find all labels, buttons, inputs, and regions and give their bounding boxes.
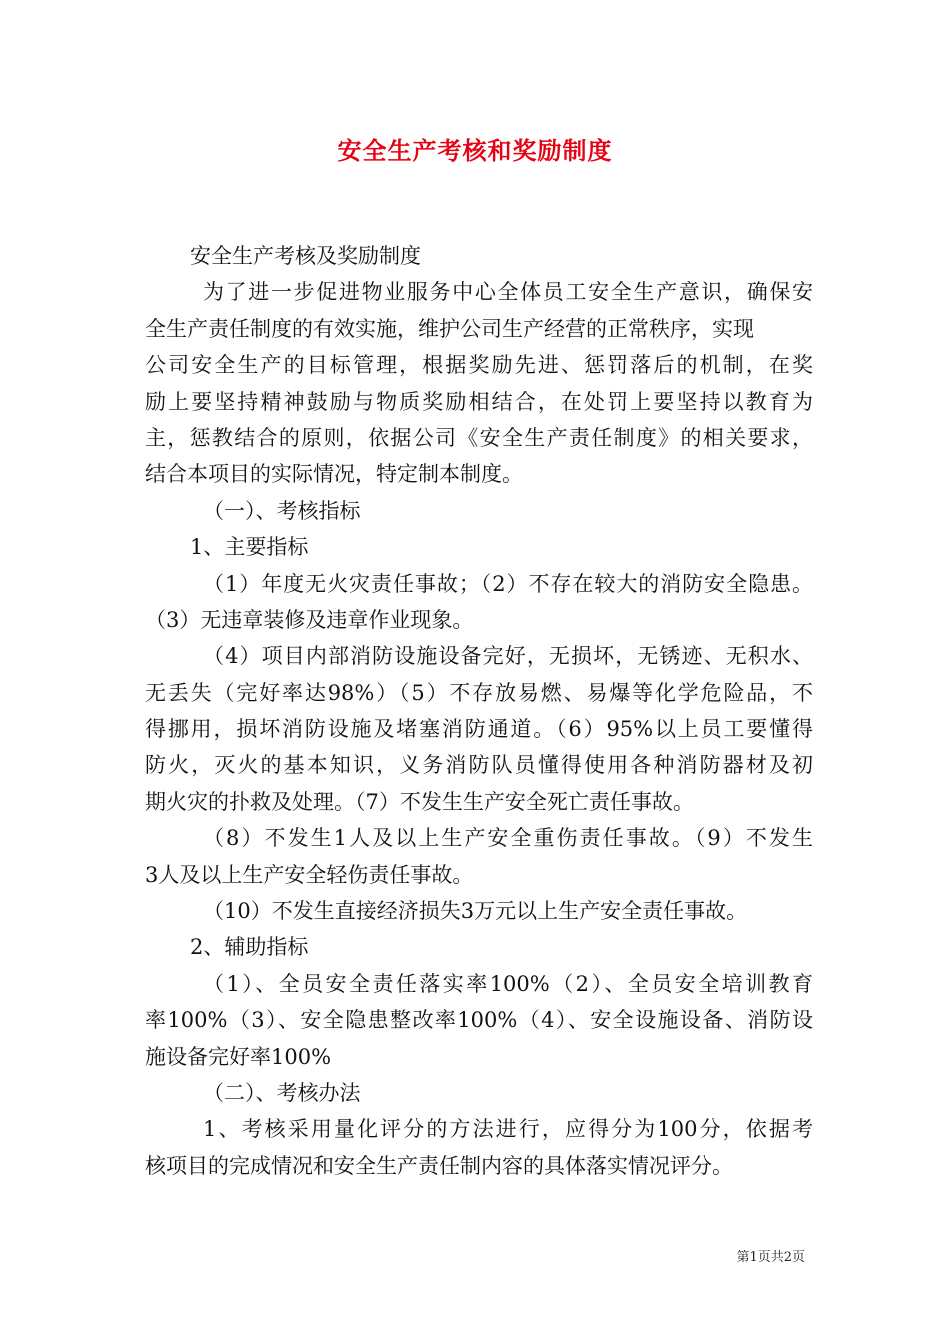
paragraph-line: 公司安全生产的目标管理，根据奖励先进、惩罚落后的机制，在奖 xyxy=(145,353,813,378)
page-number: 第1页共2页 xyxy=(736,1250,805,1265)
paragraph-line: 施设备完好率100% xyxy=(145,1044,332,1069)
paragraph-line: （3）无违章装修及违章作业现象。 xyxy=(145,607,474,632)
paragraph-line: 1、主要指标 xyxy=(190,535,309,560)
paragraph-line: 无丢失（完好率达98%）（5）不存放易燃、易爆等化学危险品，不 xyxy=(145,680,813,705)
paragraph-line: 安全生产考核及奖励制度 xyxy=(190,244,421,268)
paragraph-line: 主，惩教结合的原则，依据公司《安全生产责任制度》的相关要求， xyxy=(145,425,813,450)
paragraph-line: 得挪用，损坏消防设施及堵塞消防通道。（6）95%以上员工要懂得 xyxy=(145,717,813,742)
paragraph-line: （8）不发生1人及以上生产安全重伤责任事故。（9）不发生 xyxy=(203,826,813,851)
paragraph-line: 全生产责任制度的有效实施，维护公司生产经营的正常秩序，实现 xyxy=(145,316,754,341)
paragraph-line: 防火，灭火的基本知识，义务消防队员懂得使用各种消防器材及初 xyxy=(145,753,813,778)
paragraph-line: 率100%（3）、安全隐患整改率100%（4）、安全设施设备、消防设 xyxy=(145,1008,813,1033)
document-title: 安全生产考核和奖励制度 xyxy=(337,136,613,165)
document-body xyxy=(145,238,813,1184)
paragraph-line: 结合本项目的实际情况，特定制本制度。 xyxy=(145,462,523,487)
paragraph-line: 期火灾的扑救及处理。（7）不发生生产安全死亡责任事故。 xyxy=(145,789,694,814)
paragraph-line: 3人及以上生产安全轻伤责任事故。 xyxy=(145,862,474,887)
paragraph-line: （4）项目内部消防设施设备完好，无损坏，无锈迹、无积水、 xyxy=(203,644,813,669)
paragraph-line: （1）、全员安全责任落实率100%（2）、全员安全培训教育 xyxy=(203,971,813,996)
paragraph-line: 1、考核采用量化评分的方法进行，应得分为100分，依据考 xyxy=(203,1117,813,1142)
paragraph-line: （一）、考核指标 xyxy=(203,498,361,523)
paragraph-line: （二）、考核办法 xyxy=(203,1080,361,1105)
paragraph-line: 励上要坚持精神鼓励与物质奖励相结合，在处罚上要坚持以教育为 xyxy=(145,389,813,414)
paragraph-line: 为了进一步促进物业服务中心全体员工安全生产意识，确保安 xyxy=(203,280,813,305)
paragraph-line: （1）年度无火灾责任事故；（2）不存在较大的消防安全隐患。 xyxy=(203,571,813,596)
paragraph-line: 2、辅助指标 xyxy=(190,935,309,960)
paragraph-line: 核项目的完成情况和安全生产责任制内容的具体落实情况评分。 xyxy=(145,1153,733,1178)
paragraph-line: （10）不发生直接经济损失3万元以上生产安全责任事故。 xyxy=(203,899,748,924)
